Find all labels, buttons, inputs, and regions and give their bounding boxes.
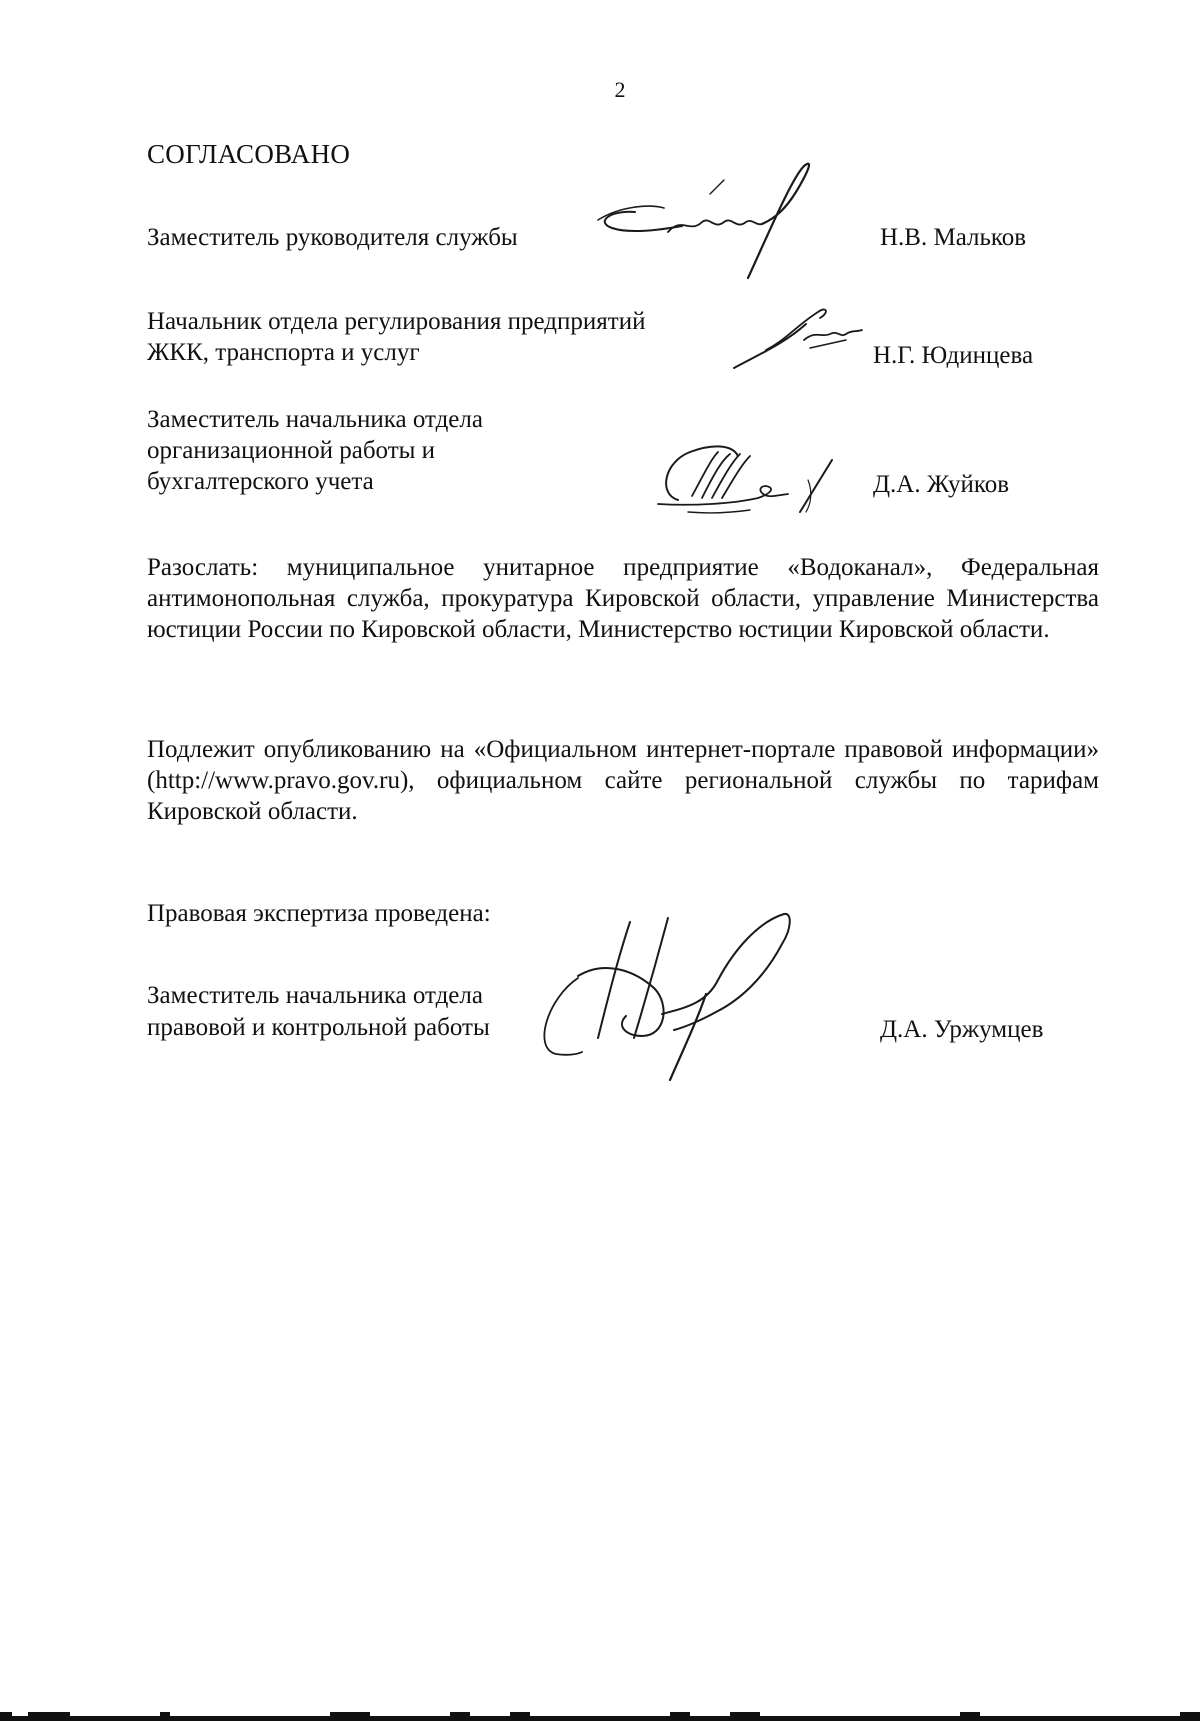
approver-3-role-line-2: организационной работы и <box>147 437 436 464</box>
approver-1-role: Заместитель руководителя службы <box>147 224 518 251</box>
signature-4 <box>538 908 838 1088</box>
approver-2-role-line-2: ЖКК, транспорта и услуг <box>147 339 420 366</box>
approver-3-name: Д.А. Жуйков <box>873 471 1010 498</box>
distribution-paragraph: Разослать: муниципальное унитарное предприятие «Водоканал», Федеральная антимонопольная служба, прокуратура Кировской области, управление Министерства юстиции России по Кировской области, Министерство юстиции Кировской области. <box>147 554 1099 643</box>
scan-edge-strip <box>0 1712 1200 1721</box>
page-number: 2 <box>614 77 626 102</box>
signature-2 <box>730 300 870 380</box>
legal-review-role-line-1: Заместитель начальника отдела <box>147 982 483 1009</box>
approver-3-role-line-3: бухгалтерского учета <box>147 468 374 495</box>
agreed-heading: СОГЛАСОВАНО <box>147 139 351 169</box>
publication-paragraph: Подлежит опубликованию на «Официальном интернет-портале правовой информации» (http://www.pravo.gov.ru), официальном сайте региональной службы по тарифам Кировской области. <box>147 736 1099 825</box>
legal-review-name: Д.А. Уржумцев <box>880 1016 1044 1043</box>
legal-review-heading: Правовая экспертиза проведена: <box>147 900 491 927</box>
approver-1-name: Н.В. Мальков <box>880 224 1027 251</box>
signature-1 <box>590 160 890 310</box>
legal-review-role-line-2: правовой и контрольной работы <box>147 1014 490 1041</box>
approver-3-role-line-1: Заместитель начальника отдела <box>147 406 483 433</box>
approver-2-role-line-1: Начальник отдела регулирования предприятий <box>147 308 646 335</box>
signature-3 <box>652 432 872 532</box>
approver-2-name: Н.Г. Юдинцева <box>873 342 1034 369</box>
